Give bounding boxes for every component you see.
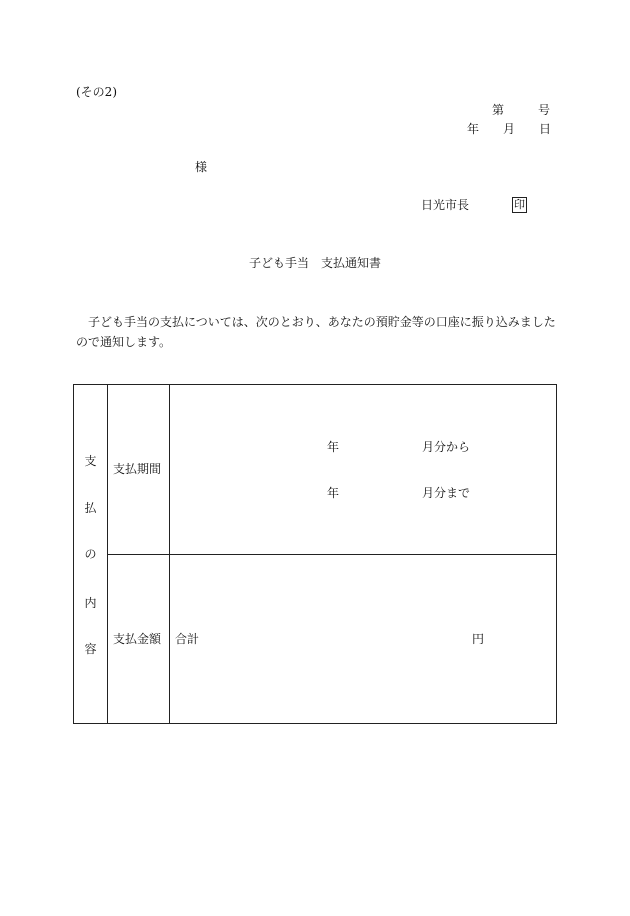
period-from-text: 月分から (422, 440, 471, 454)
body-text: 子ども手当の支払については、次のとおり、あなたの預貯金等の口座に振り込みましたので通知します。 (76, 315, 556, 349)
payment-details-table (73, 384, 557, 724)
seal-mark: 印 (514, 198, 525, 211)
table-divider-row (107, 554, 556, 555)
payment-amount-label: 支払金額 (113, 632, 162, 646)
vertical-header-char: 払 (84, 501, 97, 515)
doc-number-prefix: 第 (492, 103, 505, 117)
period-to-text: 月分まで (422, 486, 471, 500)
payment-period-label: 支払期間 (113, 462, 162, 476)
total-label: 合計 (175, 632, 200, 646)
seal-box (512, 197, 527, 213)
form-number: (その2) (76, 85, 117, 99)
period-from-year: 年 (327, 440, 340, 454)
vertical-header-char: 内 (84, 596, 97, 610)
vertical-header-char: 容 (84, 642, 97, 656)
date-day: 日 (539, 122, 552, 136)
document-title: 子ども手当 支払通知書 (249, 256, 382, 270)
period-to-year: 年 (327, 486, 340, 500)
issuer-name: 日光市長 (421, 198, 470, 212)
vertical-header-char: の (84, 547, 97, 561)
doc-number-suffix: 号 (538, 103, 551, 117)
date-year: 年 (467, 122, 480, 136)
recipient-suffix: 様 (195, 160, 208, 174)
currency-unit: 円 (472, 632, 485, 646)
vertical-header-char: 支 (84, 454, 97, 468)
date-month: 月 (503, 122, 516, 136)
